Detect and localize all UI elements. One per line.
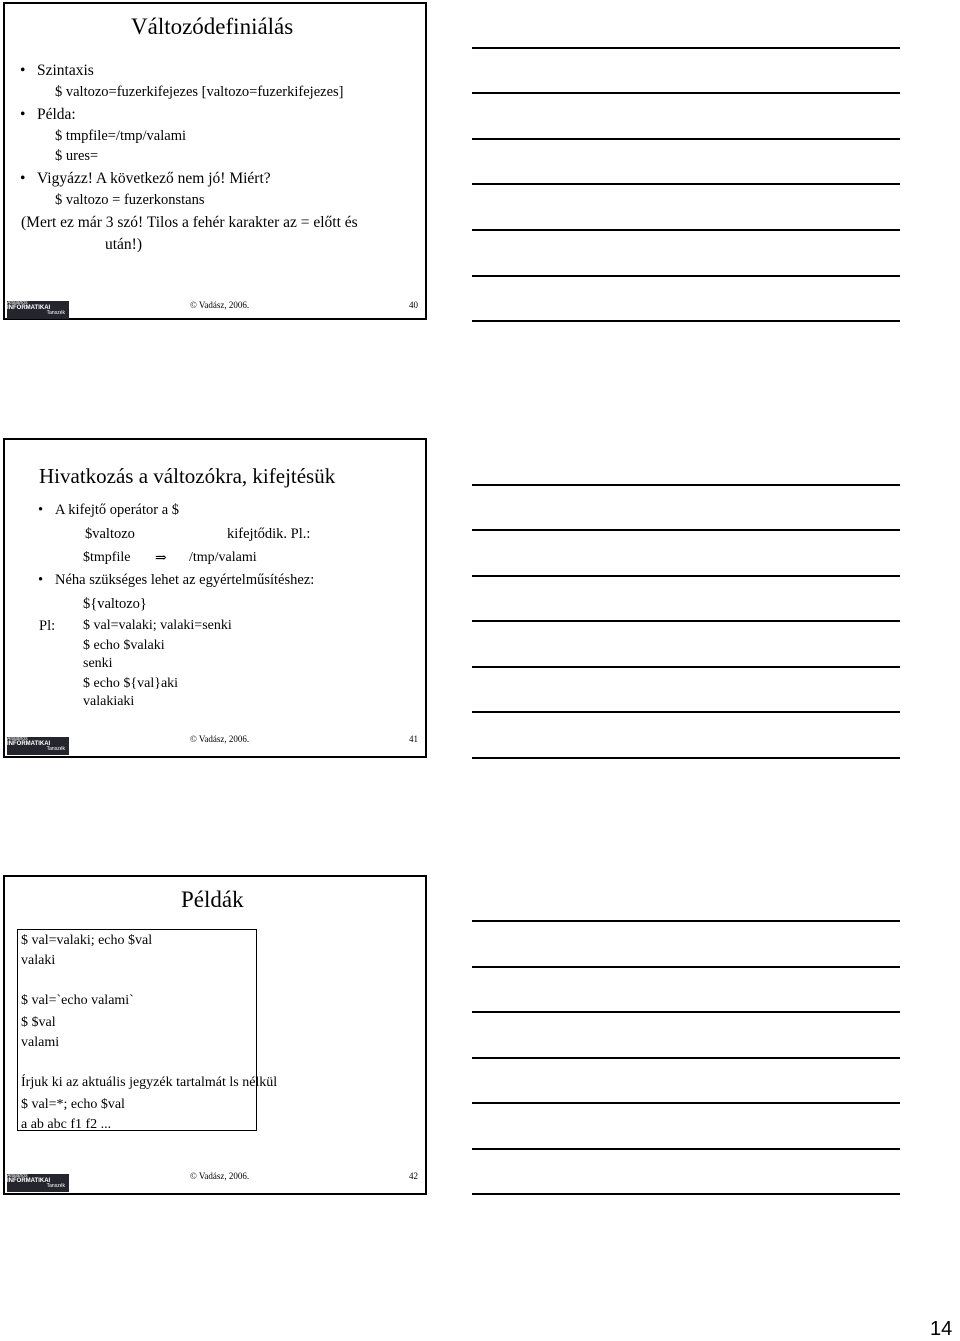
note-line — [472, 183, 900, 185]
note-line — [472, 92, 900, 94]
note-line — [472, 666, 900, 668]
text-line: valaki — [21, 953, 56, 968]
text-line: $ echo ${val}aki — [83, 676, 179, 691]
text-line: /tmp/valami — [189, 550, 257, 565]
note-line — [472, 484, 900, 486]
slide-title: Változódefiniálás — [131, 14, 294, 39]
text-line: • Néha szükséges lehet az egyértelműsítéshez: — [55, 572, 314, 589]
text-line: $ ures= — [55, 148, 99, 164]
text-line: $ val=valaki; echo $val — [21, 933, 153, 948]
note-line — [472, 47, 900, 49]
text-line: kifejtődik. Pl.: — [227, 526, 311, 542]
implies-icon: ⇒ — [155, 551, 167, 566]
copyright: © Vadász, 2006. — [190, 300, 250, 310]
department-logo: Általános INFORMATIKAI Tanszék — [7, 301, 69, 319]
slide-title: Hivatkozás a változókra, kifejtésük — [39, 464, 336, 488]
text-line: senki — [83, 656, 113, 671]
note-line — [472, 1193, 900, 1195]
note-line — [472, 320, 900, 322]
text-line: $ valtozo = fuzerkonstans — [55, 192, 205, 208]
note-line — [472, 711, 900, 713]
text-line: $valtozo — [85, 526, 135, 542]
note-line — [472, 229, 900, 231]
note-line — [472, 966, 900, 968]
slide-title: Példák — [181, 887, 244, 912]
note-line — [472, 1148, 900, 1150]
note-line — [472, 529, 900, 531]
text-line: $ valtozo=fuzerkifejezes [valtozo=fuzerkifejezes] — [55, 84, 344, 100]
text-line: $ $val — [21, 1015, 56, 1030]
department-logo: Általános INFORMATIKAI Tanszék — [7, 737, 69, 755]
text-line: valakiaki — [83, 694, 135, 709]
text-line: • Szintaxis — [37, 62, 94, 80]
slide-number: 42 — [409, 1171, 418, 1181]
text-line: a ab abc f1 f2 ... — [21, 1117, 112, 1132]
text-line: • A kifejtő operátor a $ — [55, 502, 179, 519]
text-line: $ val=`echo valami` — [21, 993, 134, 1008]
copyright: © Vadász, 2006. — [190, 734, 250, 744]
text-line: $ val=valaki; valaki=senki — [83, 618, 232, 633]
text-line: ${valtozo} — [83, 596, 147, 612]
text-line: Írjuk ki az aktuális jegyzék tartalmát ls nélkül — [21, 1075, 278, 1090]
note-line — [472, 275, 900, 277]
slide-41 — [3, 438, 427, 758]
note-line — [472, 757, 900, 759]
text-line: $tmpfile — [83, 550, 131, 565]
note-line — [472, 920, 900, 922]
text-line: $ echo $valaki — [83, 638, 165, 653]
copyright: © Vadász, 2006. — [190, 1171, 250, 1181]
department-logo: Általános INFORMATIKAI Tanszék — [7, 1174, 69, 1192]
text-line: $ val=*; echo $val — [21, 1097, 125, 1112]
text-line: $ tmpfile=/tmp/valami — [55, 128, 187, 144]
note-line — [472, 138, 900, 140]
note-line — [472, 575, 900, 577]
note-line — [472, 1057, 900, 1059]
note-line — [472, 1102, 900, 1104]
text-line: • Vigyázz! A következő nem jó! Miért? — [37, 170, 271, 188]
page-number: 14 — [930, 1318, 953, 1340]
slide-number: 40 — [409, 300, 418, 310]
slide-number: 41 — [409, 734, 418, 744]
slide-40 — [3, 2, 427, 320]
slide-42 — [3, 875, 427, 1195]
text-line: valami — [21, 1035, 60, 1050]
note-line — [472, 1011, 900, 1013]
text-line: Pl: — [39, 618, 56, 634]
note-line — [472, 620, 900, 622]
text-line: • Példa: — [37, 106, 76, 124]
text-line: után!) — [105, 236, 143, 253]
text-line: (Mert ez már 3 szó! Tilos a fehér karakter az = előtt és — [21, 214, 358, 231]
